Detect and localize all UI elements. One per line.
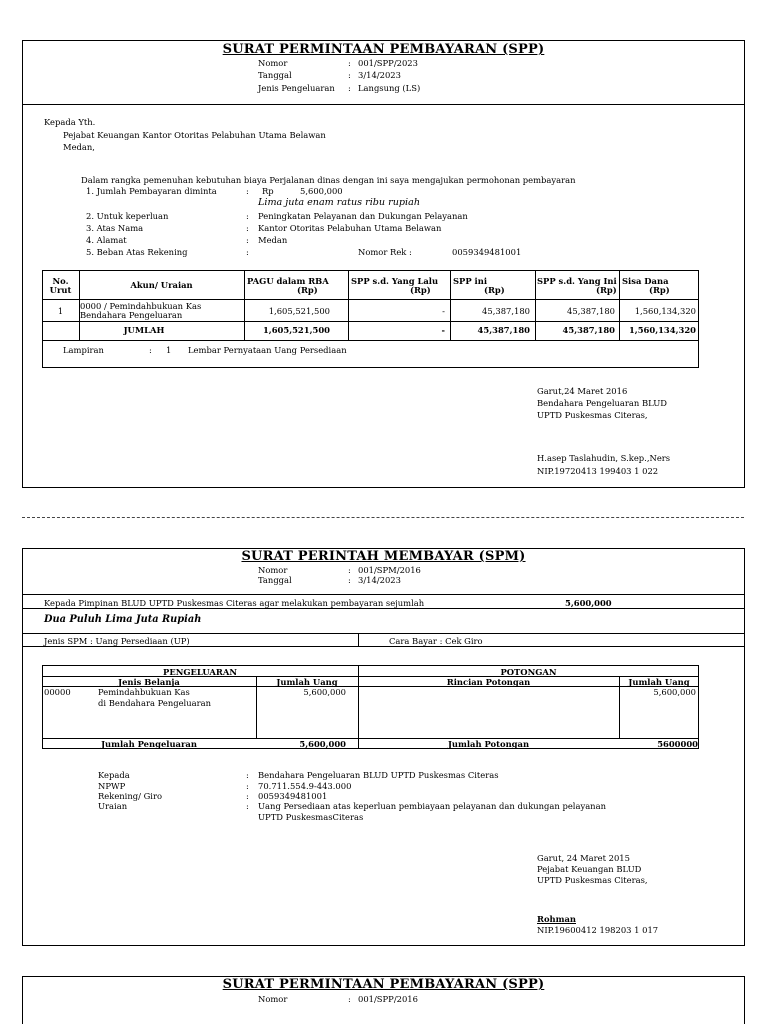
spm-nomor-label: Nomor — [258, 565, 288, 575]
td-jumlah: 5,600,000 — [303, 687, 346, 697]
spp-jenis-value: Langsung (LS) — [358, 83, 421, 93]
spm-tanggal-value: 3/14/2023 — [358, 575, 401, 585]
info-rek-value: 0059349481001 — [258, 791, 328, 801]
spm-tanggal-label: Tanggal — [258, 575, 292, 585]
page-separator — [22, 517, 744, 518]
td-kode: 00000 — [44, 687, 71, 697]
info-uraian-value-2: UPTD PuskesmasCiteras — [258, 812, 364, 822]
spm-sign-nip: NIP.19600412 198203 1 017 — [537, 925, 659, 935]
th-jumlah-uang: Jumlah Uang — [276, 677, 338, 687]
spp-nomor-label: Nomor — [258, 58, 288, 68]
sign-place: Garut,24 Maret 2016 — [537, 386, 628, 396]
spp-nomor-value: 001/SPP/2023 — [358, 58, 418, 68]
divider — [22, 608, 745, 609]
spm-nomor-value: 001/SPM/2016 — [358, 565, 421, 575]
item5-label: 5. Beban Atas Rekening — [86, 247, 188, 257]
divider — [22, 646, 745, 647]
total-pagu: 1,605,521,500 — [262, 325, 330, 335]
th-jenis-belanja: Jenis Belanja — [118, 677, 180, 687]
total-sisa: 1,560,134,320 — [628, 325, 696, 335]
item3-value: Kantor Otoritas Pelabuhan Utama Belawan — [258, 223, 442, 233]
th-akun: Akun/ Uraian — [130, 280, 193, 290]
rek-value: 0059349481001 — [452, 247, 522, 257]
spp-tanggal-value: 3/14/2023 — [358, 70, 401, 80]
td-lalu: - — [442, 306, 445, 316]
colon: : — [246, 770, 249, 780]
spp-title: SURAT PERMINTAAN PEMBAYARAN (SPP) — [222, 42, 545, 57]
info-npwp-value: 70.711.554.9-443.000 — [258, 781, 352, 791]
info-rek-label: Rekening/ Giro — [98, 791, 163, 801]
spp-kepada: Kepada Yth. — [44, 117, 96, 127]
th-ini: SPP ini — [453, 276, 488, 286]
item1-label: 1. Jumlah Pembayaran diminta — [86, 186, 217, 196]
td-pagu: 1,605,521,500 — [268, 306, 330, 316]
td-desc-1: Pemindahbukuan Kas — [98, 687, 190, 697]
item2-label: 2. Untuk keperluan — [86, 211, 169, 221]
td-akun-1: 0000 / Pemindahbukuan Kas — [80, 301, 202, 311]
th-potongan: POTONGAN — [500, 667, 557, 677]
total-pengeluaran-label: Jumlah Pengeluaran — [101, 739, 197, 749]
td-sd: 45,387,180 — [567, 306, 615, 316]
divider — [358, 633, 359, 646]
td-no: 1 — [57, 306, 64, 316]
td-ini: 45,387,180 — [482, 306, 530, 316]
th-sisa: Sisa Dana — [622, 276, 669, 286]
th-rincian: Rincian Potongan — [446, 677, 531, 687]
divider — [42, 321, 699, 322]
th-sd: SPP s.d. Yang Ini — [537, 276, 617, 286]
spp-pejabat: Pejabat Keuangan Kantor Otoritas Pelabuhan Utama Belawan — [63, 130, 326, 140]
colon: : — [348, 565, 351, 575]
spm-sign-role-1: Pejabat Keuangan BLUD — [537, 864, 642, 874]
lampiran-label: Lampiran — [63, 345, 104, 355]
spp2-title: SURAT PERMINTAAN PEMBAYARAN (SPP) — [222, 977, 545, 992]
th-sisa-unit: (Rp) — [649, 285, 670, 295]
th-no: No. — [52, 276, 69, 286]
colon: : — [246, 235, 249, 245]
th-pengeluaran: PENGELUARAN — [163, 667, 237, 677]
colon: : — [246, 186, 249, 196]
td-desc-2: di Bendahara Pengeluaran — [98, 698, 211, 708]
colon: : — [246, 801, 249, 811]
colon: : — [246, 211, 249, 221]
spm-kepada-text: Kepada Pimpinan BLUD UPTD Puskesmas Citeras agar melakukan pembayaran sejumlah — [44, 598, 425, 608]
spp2-nomor-label: Nomor — [258, 994, 288, 1004]
spp-document — [22, 40, 745, 488]
colon: : — [348, 70, 351, 80]
th-pagu: PAGU dalam RBA — [247, 276, 329, 286]
spp-intro: Dalam rangka pemenuhan kebutuhan biaya Perjalanan dinas dengan ini saya mengajukan permohonan pembayaran — [81, 175, 576, 185]
colon: : — [348, 83, 351, 93]
item4-value: Medan — [258, 235, 288, 245]
spp2-nomor-value: 001/SPP/2016 — [358, 994, 418, 1004]
sign-role-1: Bendahara Pengeluaran BLUD — [537, 398, 667, 408]
item4-label: 4. Alamat — [86, 235, 127, 245]
th-jumlah-uang-2: Jumlah Uang — [628, 677, 690, 687]
colon: : — [246, 223, 249, 233]
info-uraian-label: Uraian — [98, 801, 128, 811]
item2-value: Peningkatan Pelayanan dan Dukungan Pelayanan — [258, 211, 468, 221]
terbilang: Lima juta enam ratus ribu rupiah — [258, 197, 421, 208]
divider — [42, 299, 699, 300]
info-npwp-label: NPWP — [98, 781, 126, 791]
colon: : — [246, 781, 249, 791]
th-pagu-unit: (Rp) — [297, 285, 318, 295]
lampiran-count: 1 — [166, 345, 172, 355]
rek-label: Nomor Rek : — [358, 247, 412, 257]
info-uraian-value-1: Uang Persediaan atas keperluan pembiayaan pelayanan dan dukungan pelayanan — [258, 801, 606, 811]
sign-nip: NIP.19720413 199403 1 022 — [537, 466, 659, 476]
td-jumlah-2: 5,600,000 — [653, 687, 696, 697]
th-ini-unit: (Rp) — [484, 285, 505, 295]
spm-sign-role-2: UPTD Puskesmas Citeras, — [537, 875, 648, 885]
info-kepada-label: Kepada — [98, 770, 130, 780]
info-kepada-value: Bendahara Pengeluaran BLUD UPTD Puskesmas Citeras — [258, 770, 499, 780]
colon: : — [246, 247, 249, 257]
spp-kota: Medan, — [63, 142, 95, 152]
spm-sign-name: Rohman — [537, 914, 577, 924]
total-lalu: - — [441, 325, 445, 335]
spm-amount: 5,600,000 — [565, 598, 612, 608]
th-lalu-unit: (Rp) — [410, 285, 431, 295]
sign-role-2: UPTD Puskesmas Citeras, — [537, 410, 648, 420]
total-ini: 45,387,180 — [477, 325, 530, 335]
td-sisa: 1,560,134,320 — [634, 306, 696, 316]
lampiran-text: Lembar Pernyataan Uang Persediaan — [188, 345, 347, 355]
spm-title: SURAT PERINTAH MEMBAYAR (SPM) — [241, 549, 526, 564]
spm-terbilang: Dua Puluh Lima Juta Rupiah — [44, 614, 202, 625]
divider — [42, 340, 699, 341]
total-potongan-value: 5600000 — [657, 739, 698, 749]
colon: : — [149, 345, 152, 355]
th-sd-unit: (Rp) — [596, 285, 617, 295]
total-sd: 45,387,180 — [562, 325, 615, 335]
sign-name: H.asep Taslahudin, S.kep.,Ners — [537, 453, 671, 463]
total-pengeluaran-value: 5,600,000 — [299, 739, 346, 749]
total-label: JUMLAH — [123, 325, 165, 335]
colon: : — [246, 791, 249, 801]
spp-jenis-label: Jenis Pengeluaran — [258, 83, 335, 93]
spm-cara-bayar: Cara Bayar : Cek Giro — [389, 636, 483, 646]
colon: : — [348, 575, 351, 585]
divider — [22, 104, 745, 105]
colon: : — [348, 994, 351, 1004]
th-lalu: SPP s.d. Yang Lalu — [351, 276, 439, 286]
divider — [22, 633, 745, 634]
total-potongan-label: Jumlah Potongan — [447, 739, 530, 749]
divider — [22, 594, 745, 595]
item1-value: 5,600,000 — [300, 186, 343, 196]
colon: : — [348, 58, 351, 68]
spm-sign-place: Garut, 24 Maret 2015 — [537, 853, 630, 863]
td-akun-2: Bendahara Pengeluaran — [80, 310, 183, 320]
item3-label: 3. Atas Nama — [86, 223, 144, 233]
th-urut: Urut — [49, 285, 72, 295]
spm-jenis: Jenis SPM : Uang Persediaan (UP) — [44, 636, 190, 646]
item1-rp: Rp — [262, 186, 274, 196]
spp-tanggal-label: Tanggal — [258, 70, 292, 80]
